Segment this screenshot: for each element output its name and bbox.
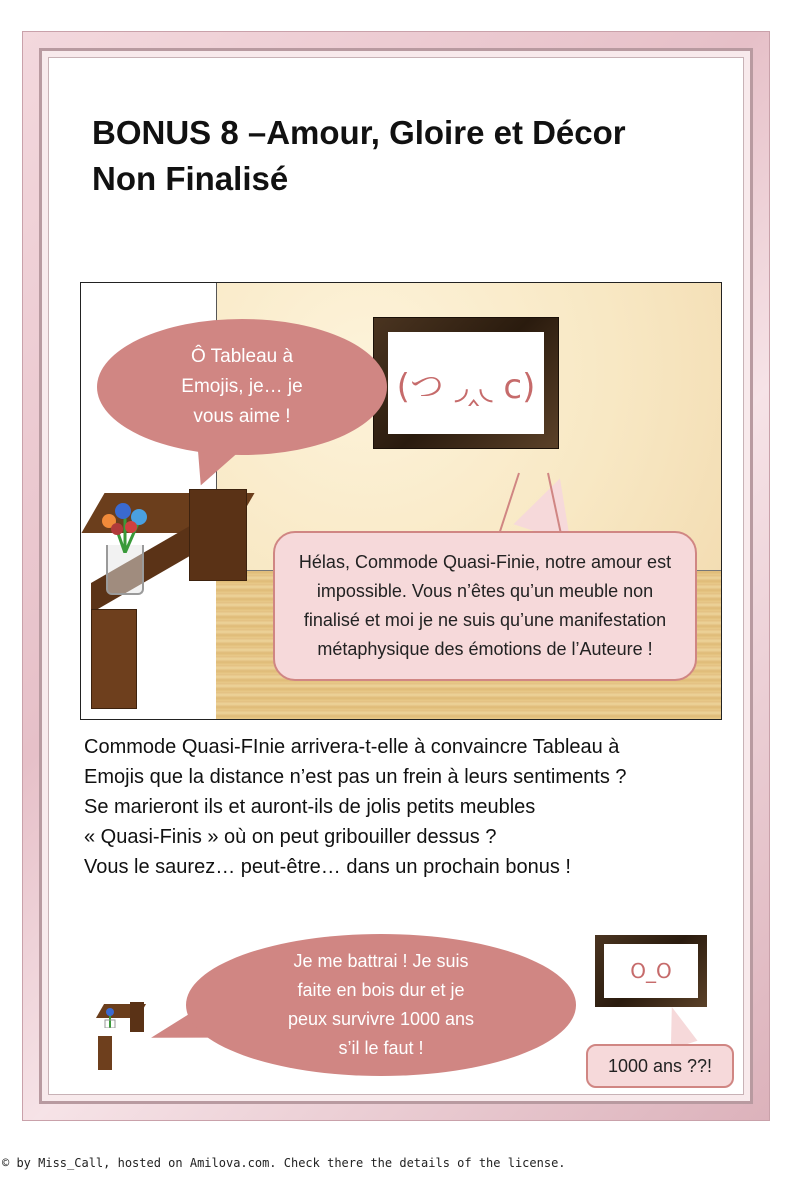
mini-dresser-leg	[98, 1036, 112, 1070]
comic-panel	[80, 282, 722, 720]
dresser-leg	[91, 609, 137, 709]
narration-line: Emojis que la distance n’est pas un frein à leurs sentiments ?	[84, 766, 627, 788]
mini-dresser-speech-bubble: Je me battrai ! Je suis faite en bois dur et je peux survivre 1000 ans s’il le faut !	[186, 934, 576, 1076]
comic-title-line2: Non Finalisé	[92, 160, 289, 197]
copyright-notice: © by Miss_Call, hosted on Amilova.com. Check there the details of the license.	[2, 1156, 566, 1170]
narration-line: Commode Quasi-FInie arrivera-t-elle à convaincre Tableau à	[84, 736, 620, 758]
dresser-side	[189, 489, 247, 581]
narration-line: Se marieront ils et auront-ils de jolis petits meubles	[84, 796, 536, 818]
painting-speech-bubble: Hélas, Commode Quasi-Finie, notre amour est impossible. Vous n’êtes qu’un meuble non finalisé et moi je ne suis qu’une manifestation métaphysique des émotions de l’Auteure !	[273, 531, 697, 681]
mini-emoji-painting	[595, 935, 707, 1007]
dresser-speech-bubble: Ô Tableau à Emojis, je… je vous aime !	[97, 319, 387, 455]
flower-bouquet-icon	[95, 497, 155, 553]
narration-line: « Quasi-Finis » où on peut gribouiller dessus ?	[84, 826, 497, 848]
comic-title	[92, 110, 732, 202]
narration-line: Vous le saurez… peut-être… dans un prochain bonus !	[84, 856, 571, 878]
mini-flower-icon	[102, 1006, 118, 1028]
mini-painting-speech-bubble: 1000 ans ??!	[586, 1044, 734, 1088]
emoji-painting	[373, 317, 559, 449]
narration-text	[84, 732, 734, 882]
mini-dresser-side	[130, 1002, 144, 1032]
mini-emoji-painting-face: O_O	[604, 944, 698, 998]
emoji-painting-face: (つ ◞‸◟ c)	[388, 332, 544, 434]
comic-title-line1: BONUS 8 –Amour, Gloire et Décor	[92, 114, 626, 151]
